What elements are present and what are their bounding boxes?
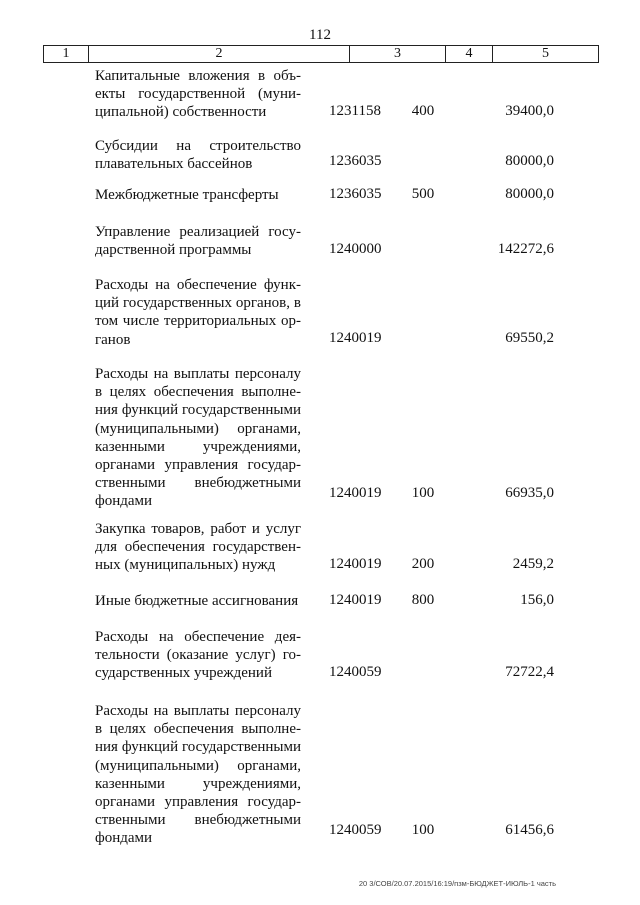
row-amount: 80000,0 bbox=[505, 186, 554, 202]
column-header-2: 2 bbox=[89, 46, 350, 63]
row-description: Закупка товаров, работ и услуг для обеспечения государственных (муниципальных) нужд bbox=[95, 521, 301, 574]
row-amount: 66935,0 bbox=[505, 485, 554, 501]
row-code: 1240059 bbox=[329, 822, 382, 838]
row-description: Расходы на выплаты персоналу в целях обеспечения выполнения функций государственными (муниципальными) органами, казенными учреждениями, органами управления государственными внебюджетными фондами bbox=[95, 366, 301, 510]
row-code: 1240019 bbox=[329, 592, 382, 608]
row-code: 1240019 bbox=[329, 330, 382, 346]
row-type: 100 bbox=[411, 485, 435, 501]
row-amount: 61456,6 bbox=[505, 822, 554, 838]
row-code: 1240059 bbox=[329, 664, 382, 680]
column-header-5: 5 bbox=[493, 46, 599, 63]
row-description: Расходы на обеспечение деятельности (оказание услуг) государственных учреждений bbox=[95, 629, 301, 682]
row-type: 100 bbox=[411, 822, 435, 838]
row-type: 400 bbox=[411, 103, 435, 119]
page-number: 112 bbox=[309, 27, 331, 43]
column-header-1: 1 bbox=[44, 46, 89, 63]
footer-file-stamp: 20 3/СОВ/20.07.2015/16:19/пзм-БЮДЖЕТ-ИЮЛЬ-1 часть bbox=[358, 879, 556, 888]
row-code: 1240000 bbox=[329, 241, 382, 257]
row-description: Межбюджетные трансферты bbox=[95, 187, 279, 203]
row-description: Управление реализацией государственной программы bbox=[95, 224, 301, 259]
row-code: 1240019 bbox=[329, 485, 382, 501]
row-amount: 2459,2 bbox=[512, 556, 554, 572]
row-code: 1236035 bbox=[329, 186, 382, 202]
row-amount: 69550,2 bbox=[505, 330, 554, 346]
row-code: 1236035 bbox=[329, 153, 382, 169]
row-amount: 72722,4 bbox=[505, 664, 554, 680]
row-amount: 80000,0 bbox=[505, 153, 554, 169]
row-amount: 142272,6 bbox=[497, 241, 554, 257]
row-type: 200 bbox=[411, 556, 435, 572]
row-amount: 156,0 bbox=[520, 592, 554, 608]
row-description: Расходы на выплаты персоналу в целях обеспечения выполнения функций государственными (муниципальными) органами, казенными учреждениями, органами управления государственными внебюджетными фондами bbox=[95, 703, 301, 847]
row-code: 1240019 bbox=[329, 556, 382, 572]
row-description: Субсидии на строительство плавательных бассейнов bbox=[95, 138, 301, 173]
column-header-table bbox=[43, 45, 599, 63]
column-header-4: 4 bbox=[446, 46, 493, 63]
row-code: 1231158 bbox=[329, 103, 381, 119]
column-header-3: 3 bbox=[350, 46, 446, 63]
row-description: Капитальные вложения в объекты государственной (муниципальной) собственности bbox=[95, 68, 301, 121]
row-description: Иные бюджетные ассигнования bbox=[95, 593, 299, 609]
row-amount: 39400,0 bbox=[505, 103, 554, 119]
row-type: 500 bbox=[411, 186, 435, 202]
row-type: 800 bbox=[411, 592, 435, 608]
row-description: Расходы на обеспечение функций государственных органов, в том числе территориальных органов bbox=[95, 277, 301, 348]
